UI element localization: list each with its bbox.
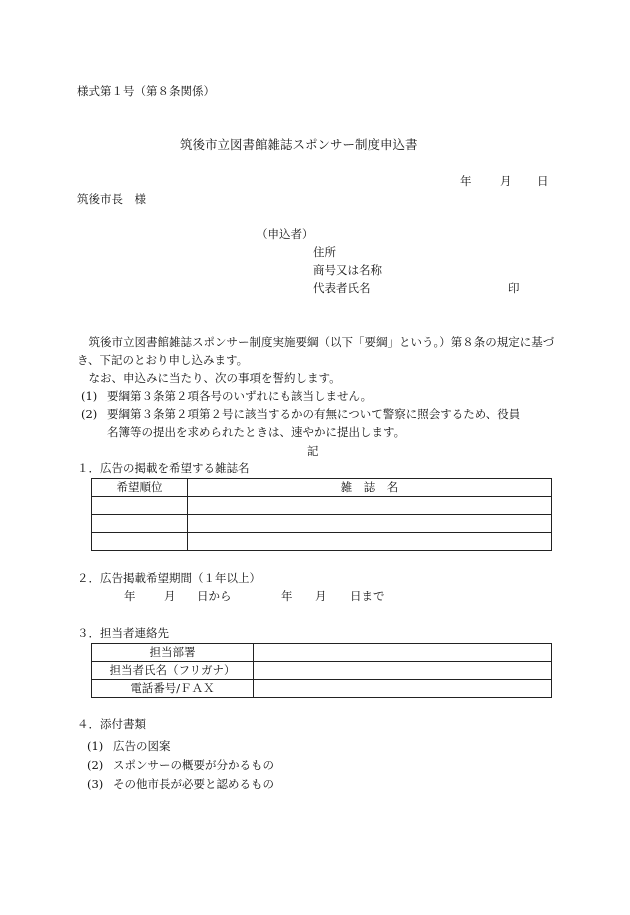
magazine-cell[interactable] xyxy=(188,533,552,551)
pledge-item xyxy=(77,405,567,423)
magazine-cell[interactable] xyxy=(188,497,552,515)
priority-header: 希望順位 xyxy=(92,479,188,497)
magazine-header: 雑 誌 名 xyxy=(188,479,552,497)
body-paragraph-2: なお、申込みに当たり、次の事項を誓約します。 xyxy=(88,371,341,385)
list-item xyxy=(87,737,274,756)
addressee: 筑後市長 様 xyxy=(77,192,146,206)
pledge-number: (1) xyxy=(81,389,98,403)
body-paragraph-1: 筑後市立図書館雑誌スポンサー制度実施要綱（以下「要綱」という。）第８条の規定に基づき、下記のとおり申し込みます。 xyxy=(77,335,555,367)
pledge-number: (2) xyxy=(81,407,98,421)
applicant-representative: 代表者氏名 xyxy=(313,281,371,295)
contact-table xyxy=(91,643,552,698)
applicant-label: （申込者） xyxy=(256,227,314,241)
from-month: 月 xyxy=(164,589,176,603)
section4-heading: ４．添付書類 xyxy=(77,717,146,731)
table-row xyxy=(92,533,552,551)
date-year: 年 xyxy=(460,174,472,188)
applicant-address: 住所 xyxy=(313,245,336,259)
date-month: 月 xyxy=(500,174,512,188)
table-row xyxy=(92,644,552,662)
from-day: 日から xyxy=(197,589,232,603)
applicant-company: 商号又は名称 xyxy=(313,263,382,277)
ki-heading: 記 xyxy=(307,444,319,458)
list-text: スポンサーの概要が分かるもの xyxy=(113,758,274,772)
contact-label: 担当部署 xyxy=(92,644,254,662)
pledge-text: 要綱第３条第２項各号のいずれにも該当しません。 xyxy=(107,389,373,403)
to-month: 月 xyxy=(315,589,327,603)
from-year: 年 xyxy=(124,589,136,603)
table-row xyxy=(92,680,552,698)
list-number: (3) xyxy=(87,777,104,791)
priority-cell[interactable] xyxy=(92,515,188,533)
seal-mark: 印 xyxy=(508,281,520,295)
body-text xyxy=(77,333,567,441)
list-text: その他市長が必要と認めるもの xyxy=(113,777,274,791)
table-header-row xyxy=(92,479,552,497)
magazine-table xyxy=(91,478,552,551)
priority-cell[interactable] xyxy=(92,533,188,551)
section3-heading: ３．担当者連絡先 xyxy=(77,626,169,640)
pledge-item xyxy=(77,387,567,405)
pledge-continuation: 名簿等の提出を求められたときは、速やかに提出します。 xyxy=(107,425,406,439)
contact-value[interactable] xyxy=(254,644,552,662)
to-day: 日まで xyxy=(350,589,385,603)
attachment-list xyxy=(87,737,274,794)
magazine-cell[interactable] xyxy=(188,515,552,533)
contact-value[interactable] xyxy=(254,662,552,680)
pledge-text: 要綱第３条第２項第２号に該当するかの有無について警察に照会するため、役員 xyxy=(107,407,521,421)
contact-value[interactable] xyxy=(254,680,552,698)
table-row xyxy=(92,515,552,533)
list-number: (1) xyxy=(87,739,104,753)
list-item xyxy=(87,756,274,775)
to-year: 年 xyxy=(281,589,293,603)
form-number: 様式第１号（第８条関係） xyxy=(77,84,215,98)
list-number: (2) xyxy=(87,758,104,772)
section1-heading: １．広告の掲載を希望する雑誌名 xyxy=(77,461,250,475)
list-text: 広告の図案 xyxy=(113,739,171,753)
contact-label: 電話番号/ＦＡＸ xyxy=(92,680,254,698)
list-item xyxy=(87,775,274,794)
priority-cell[interactable] xyxy=(92,497,188,515)
document-title: 筑後市立図書館雑誌スポンサー制度申込書 xyxy=(180,137,418,152)
table-row xyxy=(92,497,552,515)
section2-heading: ２．広告掲載希望期間（１年以上） xyxy=(77,571,261,585)
table-row xyxy=(92,662,552,680)
date-day: 日 xyxy=(537,174,549,188)
contact-label: 担当者氏名（フリガナ） xyxy=(92,662,254,680)
